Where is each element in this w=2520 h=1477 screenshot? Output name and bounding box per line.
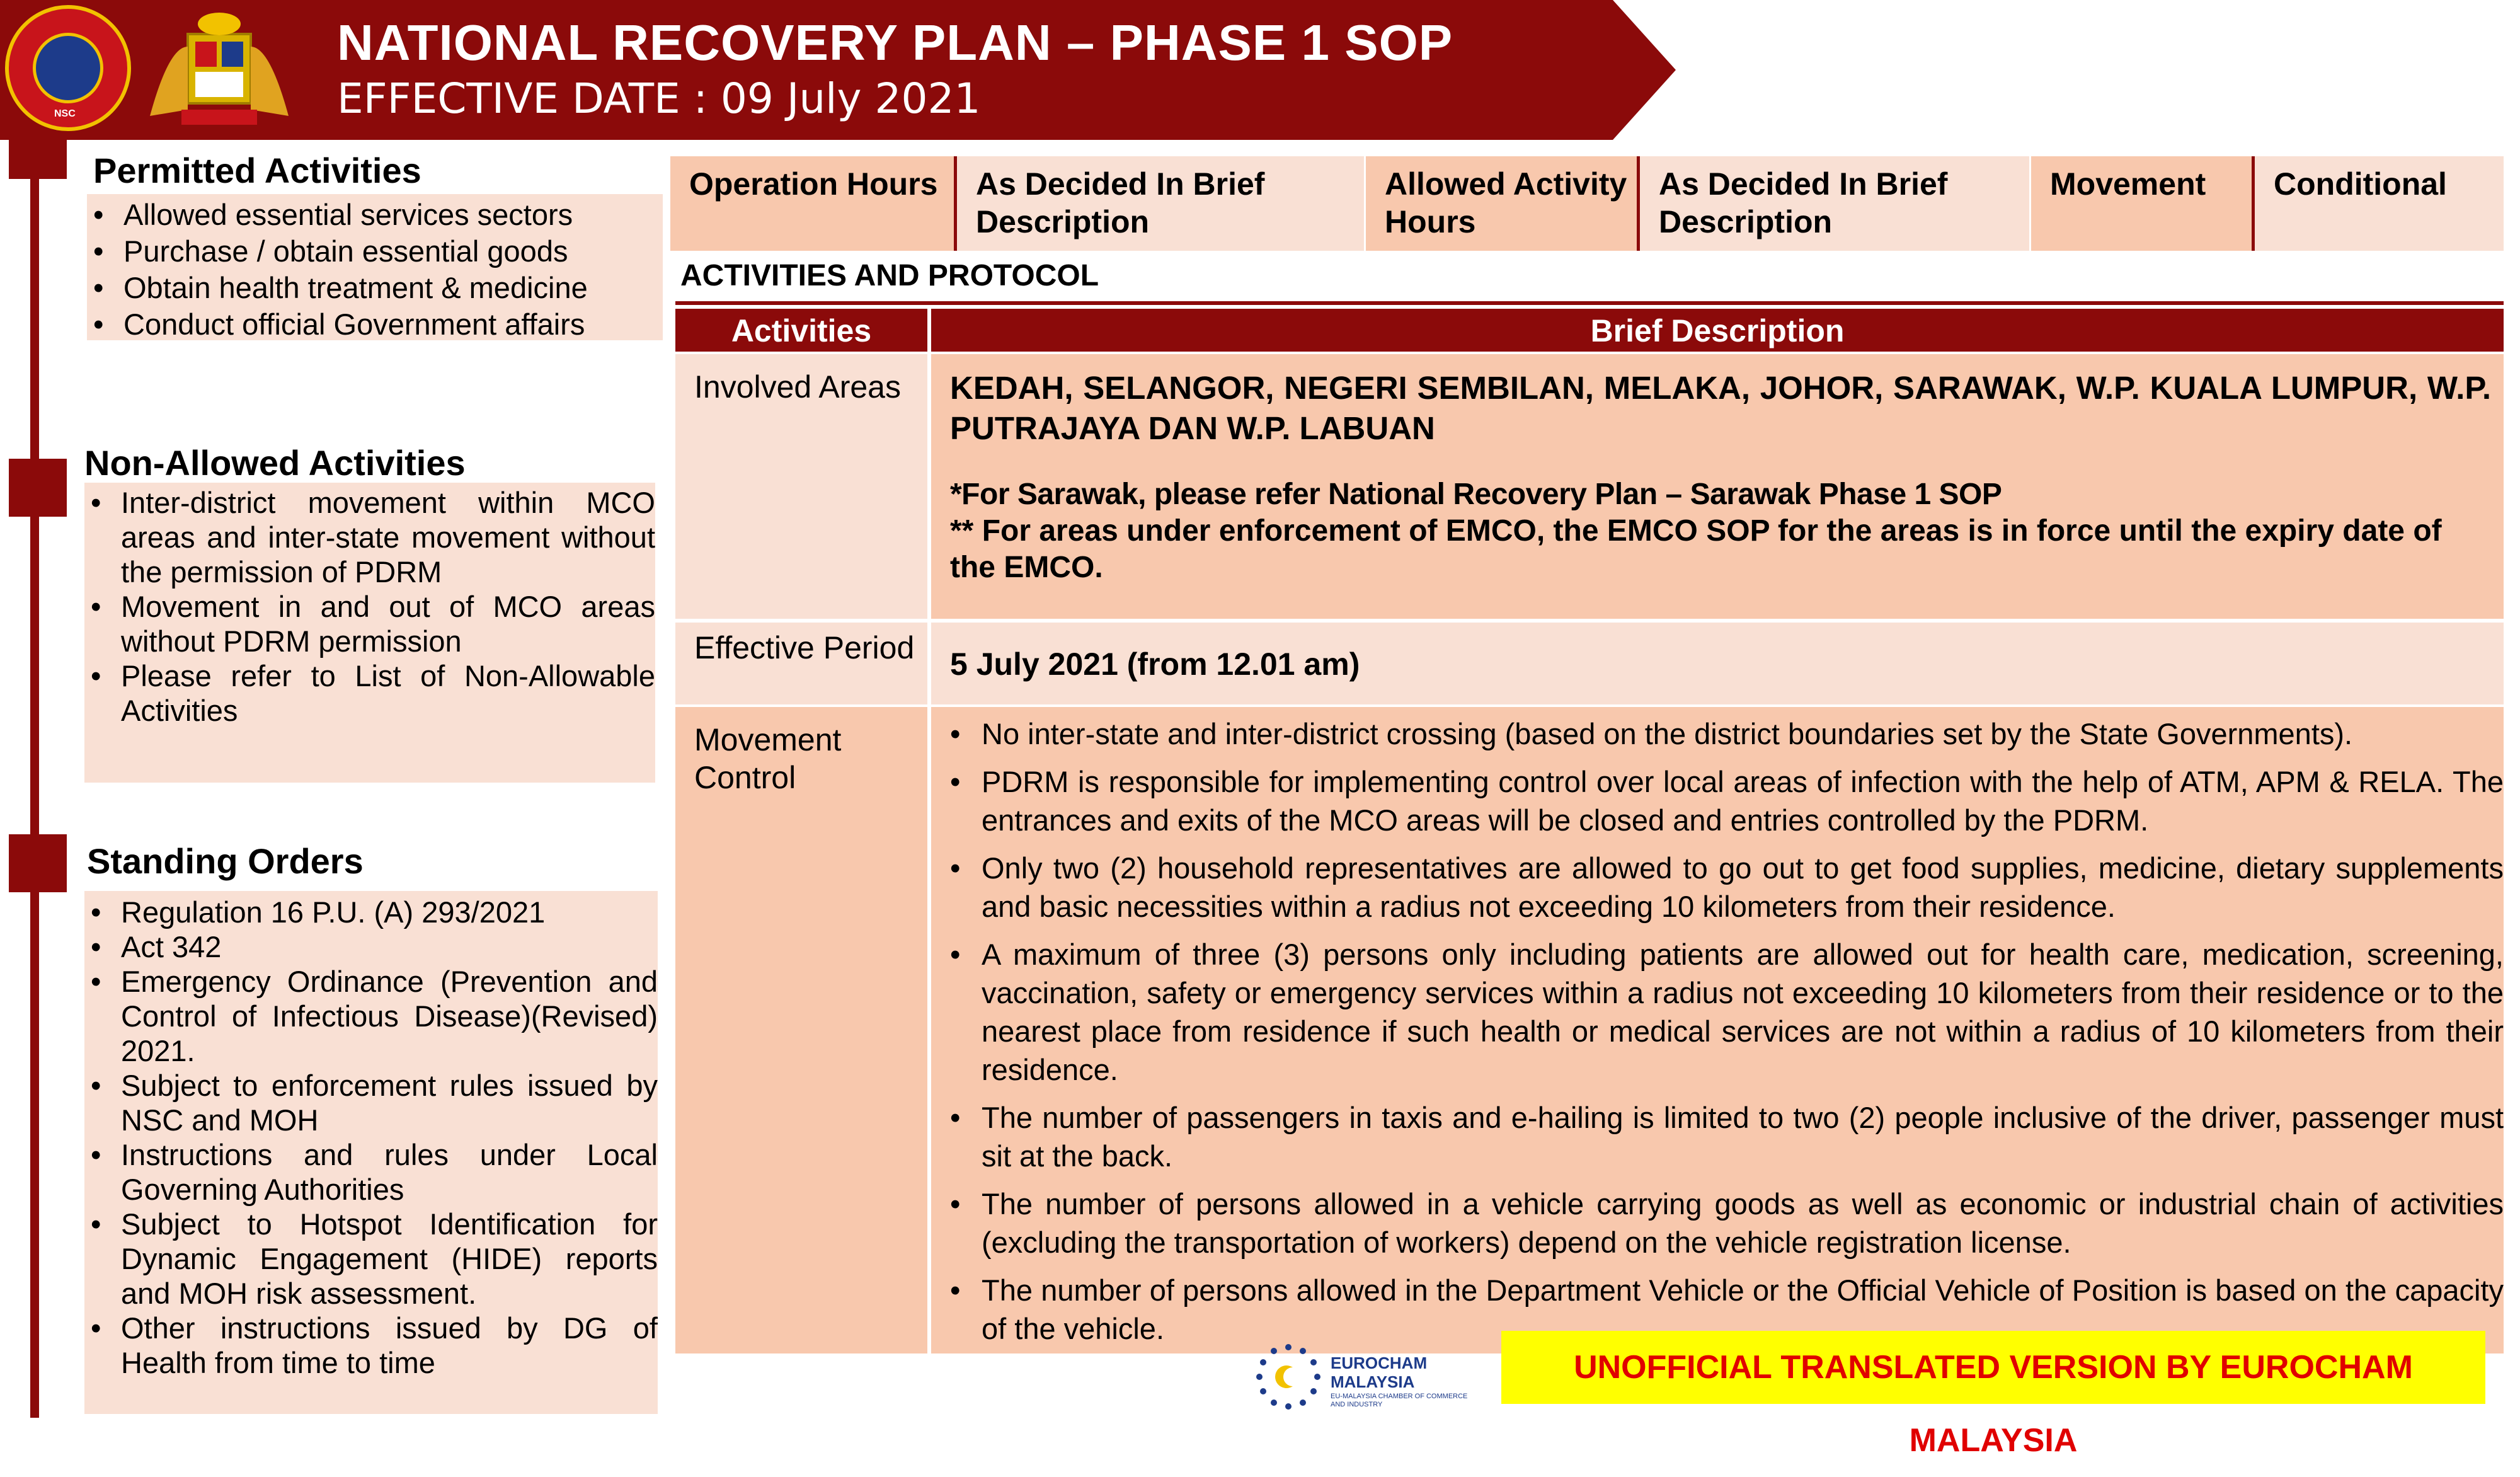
table-row-effective-period: [675, 623, 2504, 704]
list-item: • The number of passengers in taxis and e-hailing is limited to two (2) people inclusive of the driver, passenger must sit at the back.: [944, 1098, 2504, 1175]
operation-hours-label: Operation Hours: [670, 156, 955, 251]
left-rail: [30, 140, 39, 1418]
list-item: • The number of persons allowed in the Department Vehicle or the Official Vehicle of Position is based on the capacity of the vehicle.: [944, 1271, 2504, 1348]
list-item: • Purchase / obtain essential goods: [87, 233, 663, 270]
table-row-involved-areas: [675, 354, 2504, 619]
list-item: • Movement in and out of MCO areas without PDRM permission: [84, 589, 655, 658]
nsc-logo: [5, 5, 131, 131]
list-item: • Act 342: [84, 929, 658, 964]
sarawak-note: *For Sarawak, please refer National Recovery Plan – Sarawak Phase 1 SOP: [950, 478, 2002, 511]
eurocham-name-line: EUROCHAM: [1331, 1353, 1428, 1372]
list-item: • Inter-district movement within MCO areas and inter-state movement without the permission of PDRM: [84, 485, 655, 589]
emco-note: ** For areas under enforcement of EMCO, the EMCO SOP for the areas is in force until the expiry date of the EMCO.: [950, 514, 2442, 584]
row-label: Movement Control: [675, 707, 927, 1353]
table-row-movement-control: [675, 707, 2504, 1353]
unofficial-translation-banner: UNOFFICIAL TRANSLATED VERSION BY EUROCHAM MALAYSIA: [1501, 1331, 2485, 1404]
list-item: • Instructions and rules under Local Governing Authorities: [84, 1137, 658, 1207]
non-allowed-activities-title: Non-Allowed Activities: [84, 443, 466, 483]
rail-marker: [9, 140, 67, 179]
eurocham-stars-logo: [1254, 1342, 1323, 1411]
eurocham-name-line: MALAYSIA: [1331, 1372, 1415, 1391]
list-item: • Conduct official Government affairs: [87, 306, 663, 343]
row-body: [931, 354, 2504, 619]
non-allowed-activities-box: [84, 483, 655, 783]
activity-hours-label: Allowed Activity Hours: [1366, 156, 1637, 251]
permitted-activities-box: [87, 194, 663, 340]
list-item: • Regulation 16 P.U. (A) 293/2021: [84, 895, 658, 929]
eurocham-name: [1331, 1353, 1427, 1391]
row-label: Effective Period: [675, 623, 927, 704]
divider: [675, 301, 2504, 305]
effective-date: EFFECTIVE DATE : 09 July 2021: [337, 74, 981, 123]
rail-marker: [9, 459, 67, 517]
activity-hours-value: As Decided In Brief Description: [1640, 156, 2029, 251]
permitted-activities-title: Permitted Activities: [93, 151, 421, 190]
standing-orders-title: Standing Orders: [87, 841, 364, 881]
activities-protocol-title: ACTIVITIES AND PROTOCOL: [680, 259, 1099, 292]
list-item: • Other instructions issued by DG of Health from time to time: [84, 1311, 658, 1380]
rail-marker: [9, 834, 67, 892]
list-item: • Allowed essential services sectors: [87, 197, 663, 233]
operation-hours-value: As Decided In Brief Description: [957, 156, 1364, 251]
movement-value: Conditional: [2255, 156, 2504, 251]
list-item: • A maximum of three (3) persons only including patients are allowed out for health care, medication, screening, vaccination, safety or emergency services within a radius not exceeding 10 kilometers from their residence or to the nearest place from residence if such health or medical services are not within a radius of 10 kilometers from their residence.: [944, 935, 2504, 1089]
movement-label: Movement: [2031, 156, 2252, 251]
list-item: • Emergency Ordinance (Prevention and Control of Infectious Disease)(Revised) 2021.: [84, 964, 658, 1068]
list-item: • Obtain health treatment & medicine: [87, 270, 663, 306]
row-label: Involved Areas: [675, 354, 927, 619]
nsc-logo-tag: NSC: [54, 108, 76, 119]
page-title: NATIONAL RECOVERY PLAN – PHASE 1 SOP: [337, 14, 1453, 71]
list-item: • No inter-state and inter-district crossing (based on the district boundaries set by the State Governments).: [944, 715, 2504, 753]
list-item: • Subject to enforcement rules issued by NSC and MOH: [84, 1068, 658, 1137]
eurocham-tagline: EU-MALAYSIA CHAMBER OF COMMERCE AND INDUSTRY: [1331, 1393, 1468, 1408]
involved-areas-list: KEDAH, SELANGOR, NEGERI SEMBILAN, MELAKA, JOHOR, SARAWAK, W.P. KUALA LUMPUR, W.P. PUTRAJAYA DAN W.P. LABUAN: [950, 370, 2491, 446]
list-item: • Only two (2) household representatives are allowed to go out to get food supplies, medicine, dietary supplements and basic necessities within a radius not exceeding 10 kilometers from their residence.: [944, 849, 2504, 926]
list-item: • Subject to Hotspot Identification for Dynamic Engagement (HIDE) reports and MOH risk assessment.: [84, 1207, 658, 1311]
row-body: [931, 707, 2504, 1353]
malaysia-coat-of-arms-logo: [137, 9, 301, 132]
standing-orders-box: [84, 891, 658, 1414]
effective-period-value: 5 July 2021 (from 12.01 am): [950, 647, 1360, 682]
column-header-activities: Activities: [731, 313, 872, 348]
column-header-description: Brief Description: [1590, 313, 1845, 348]
row-body: [931, 623, 2504, 704]
table-header: [675, 309, 2504, 352]
list-item: • The number of persons allowed in a vehicle carrying goods as well as economic or industrial chain of activities (excluding the transportation of workers) depend on the vehicle registration license.: [944, 1185, 2504, 1261]
list-item: • PDRM is responsible for implementing control over local areas of infection with the help of ATM, APM & RELA. The entrances and exits of the MCO areas will be closed and entries controlled by the PDRM.: [944, 762, 2504, 839]
list-item: • Please refer to List of Non-Allowable Activities: [84, 658, 655, 728]
